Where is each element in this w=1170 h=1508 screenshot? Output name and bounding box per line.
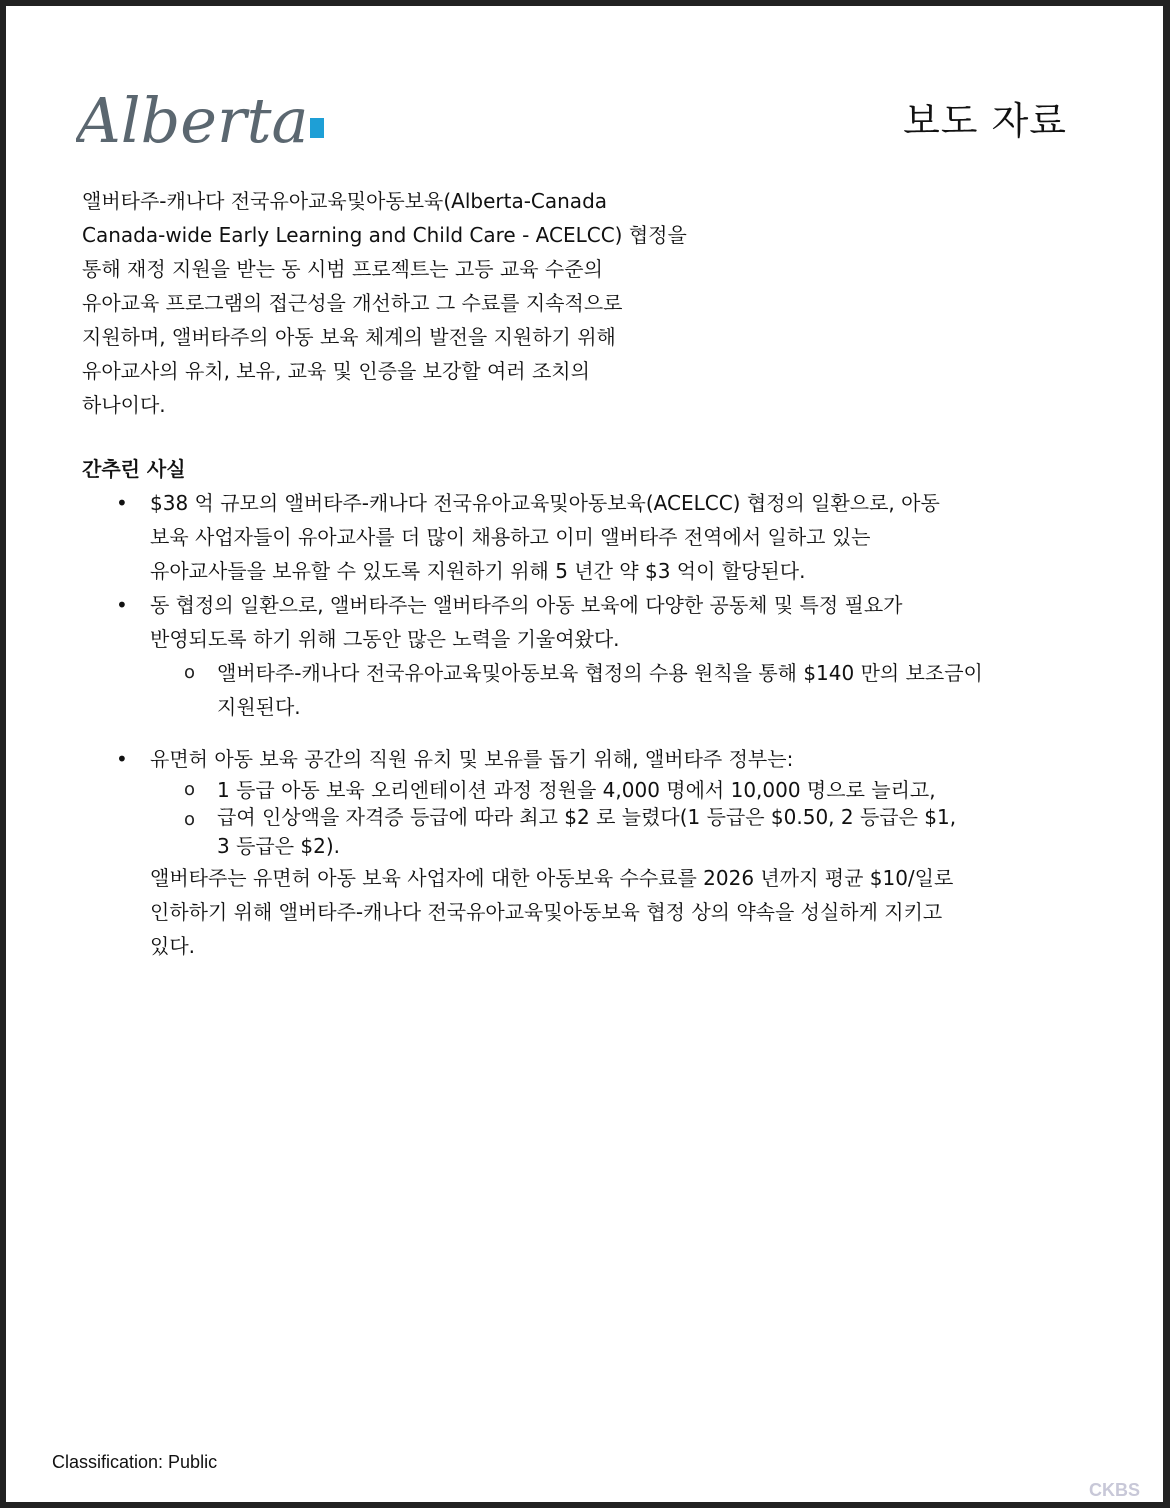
bullet-marker [116,588,126,598]
watermark-text: CKBS [1089,1480,1141,1500]
alberta-logo-wordmark: Alberta [76,84,309,156]
bullet-marker [116,486,126,496]
bullet-marker [116,742,126,752]
bullet-line: 반영되도록 하기 위해 그동안 많은 노력을 기울여왔다. [150,627,620,651]
sub-bullet-grant [217,656,1117,724]
facts-heading: 간추린 사실 [82,457,186,481]
kbs-watermark-logo [1089,1478,1149,1500]
sub-bullet-line: 3 등급은 $2). [217,834,341,858]
bullet-line: $38 억 규모의 앨버타주-캐나다 전국유아교육및아동보육(ACELCC) 협정의 일환으로, 아동 [150,491,940,515]
intro-line: 유아교사의 유치, 보유, 교육 및 인증을 보강할 여러 조치의 [82,359,590,383]
sub-bullet-line: 지원된다. [217,695,301,719]
bullet-item-staff: 유면허 아동 보육 공간의 직원 유치 및 보유를 돕기 위해, 앨버타주 정부는: [150,747,794,771]
intro-line: 통해 재정 지원을 받는 동 시범 프로젝트는 고등 교육 수준의 [82,257,603,281]
sub-bullet-orientation: 1 등급 아동 보육 오리엔테이션 과정 정원을 4,000 명에서 10,000 명으로 늘리고, [217,778,936,802]
bullet-item-funding [150,486,1110,588]
sub-bullet-marker [184,656,195,690]
bullet-line: 보육 사업자들이 유아교사를 더 많이 채용하고 이미 앨버타주 전역에서 일하고 있는 [150,525,871,549]
closing-line: 앨버타주는 유면허 아동 보육 사업자에 대한 아동보육 수수료를 2026 년까지 평균 $10/일로 [150,866,954,890]
document-type-title: 보도 자료 [903,99,1067,143]
alberta-logo-square [310,118,324,138]
sub-bullet-line: 앨버타주-캐나다 전국유아교육및아동보육 협정의 수용 원칙을 통해 $140 만의 보조금이 [217,661,983,685]
sub-bullet-marker [184,803,195,837]
intro-line: 유아교육 프로그램의 접근성을 개선하고 그 수료를 지속적으로 [82,291,623,315]
intro-line: Canada-wide Early Learning and Child Care - ACELCC) 협정을 [82,223,687,247]
intro-line: 지원하며, 앨버타주의 아동 보육 체계의 발전을 지원하기 위해 [82,325,616,349]
classification-label: Classification: Public [52,1452,218,1472]
closing-paragraph [150,861,1110,963]
sub-bullet-wage [217,803,1117,861]
sub-bullet-marker [184,773,195,807]
bullet-item-community [150,588,1110,656]
closing-line: 인하하기 위해 앨버타주-캐나다 전국유아교육및아동보육 협정 상의 약속을 성실하게 지키고 [150,900,943,924]
intro-line: 앨버타주-캐나다 전국유아교육및아동보육(Alberta-Canada [82,189,608,213]
intro-line: 하나이다. [82,393,166,417]
bullet-line: 동 협정의 일환으로, 앨버타주는 앨버타주의 아동 보육에 다양한 공동체 및 특정 필요가 [150,593,903,617]
closing-line: 있다. [150,934,195,958]
bullet-line: 유아교사들을 보유할 수 있도록 지원하기 위해 5 년간 약 $3 억이 할당된다. [150,559,806,583]
intro-paragraph [82,184,732,422]
sub-bullet-line: 급여 인상액을 자격증 등급에 따라 최고 $2 로 늘렸다(1 등급은 $0.50, 2 등급은 $1, [217,805,957,829]
alberta-logo [76,76,336,156]
